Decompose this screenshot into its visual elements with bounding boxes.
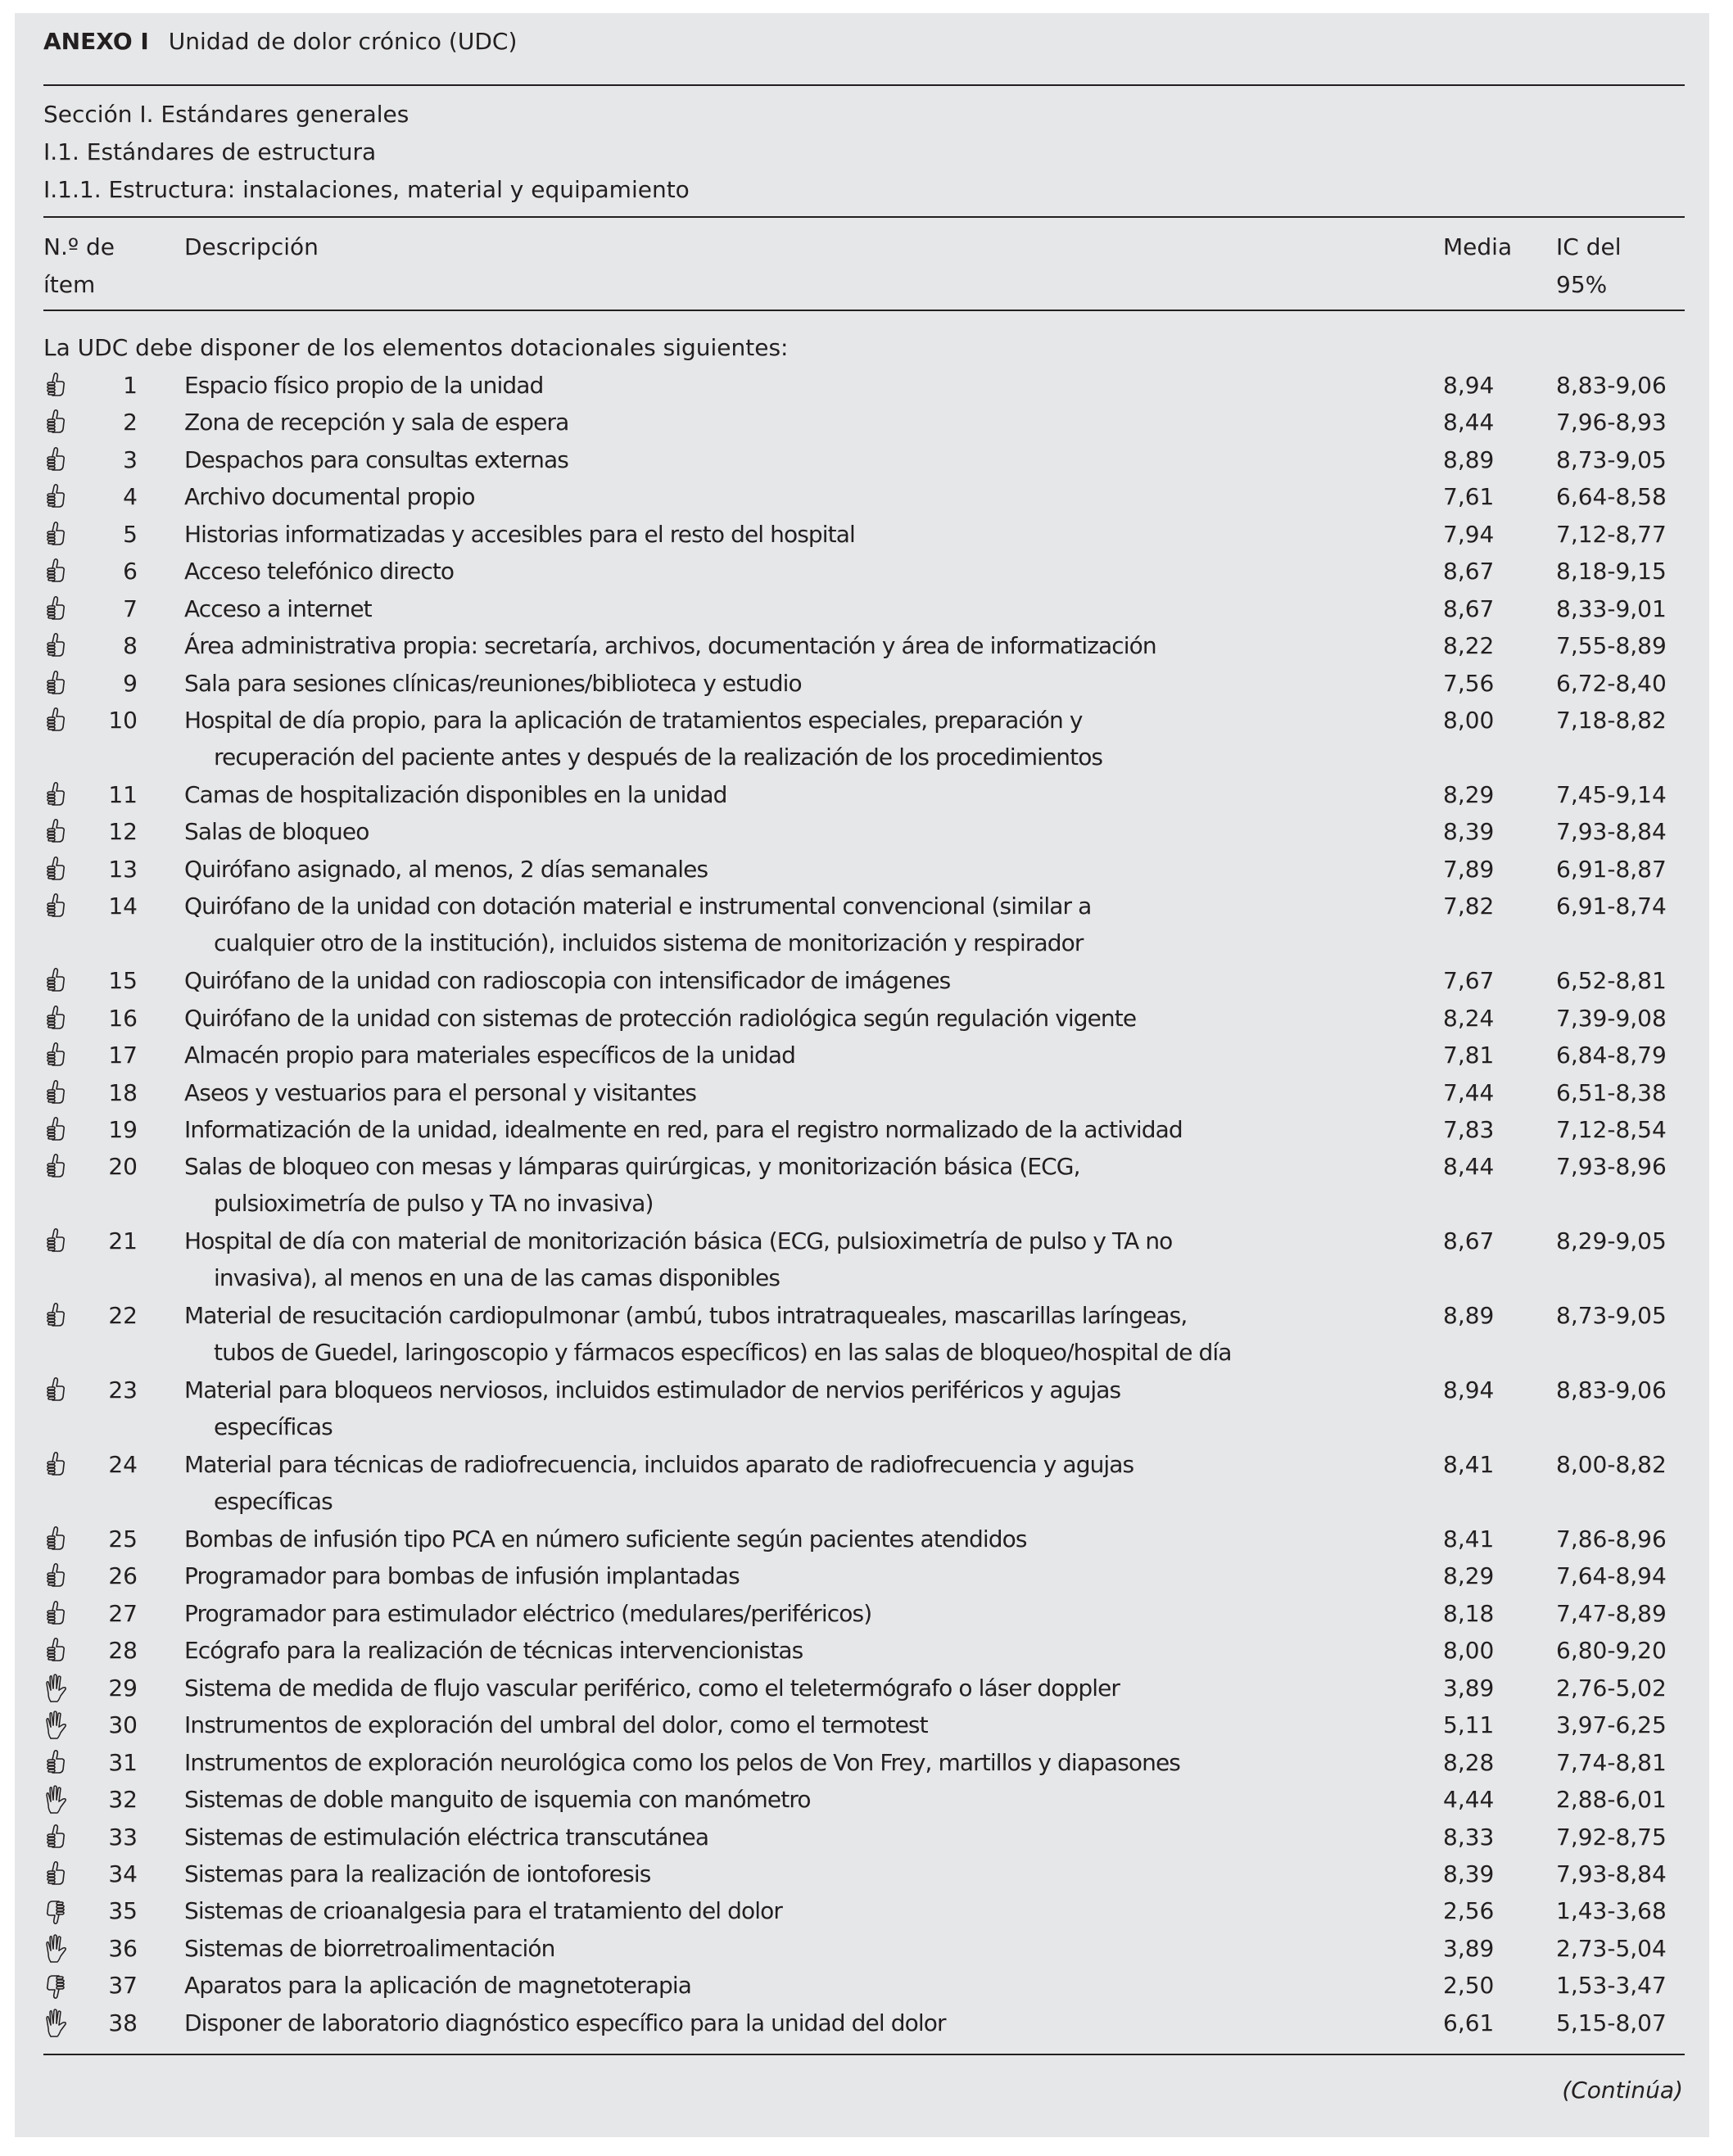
item-mean: 8,39 [1443,818,1495,846]
item-ci95: 7,93-8,84 [1556,818,1667,846]
item-mean: 2,50 [1443,1972,1495,2000]
item-mean: 8,29 [1443,1562,1495,1590]
item-mean: 4,44 [1443,1786,1495,1814]
item-ci95: 6,91-8,87 [1556,855,1667,883]
item-mean: 8,89 [1443,445,1495,473]
thumbs-up-icon [44,1078,67,1108]
item-ci95: 2,88-6,01 [1556,1786,1667,1814]
thumbs-up-icon [44,594,67,624]
item-ci95: 8,83-9,06 [1556,372,1667,399]
item-ci95: 8,00-8,82 [1556,1451,1667,1479]
item-description [184,478,475,515]
item-ci95: 7,96-8,93 [1556,409,1667,436]
item-mean: 6,61 [1443,2009,1495,2036]
item-ci95: 6,91-8,74 [1556,893,1667,920]
item-ci95: 3,97-6,25 [1556,1711,1667,1739]
item-number: 38 [108,2009,138,2036]
description-line: Quirófano de la unidad con sistemas de protección radiológica según regulación vigente [184,1004,1137,1032]
item-mean: 8,41 [1443,1451,1495,1479]
item-ci95: 8,29-9,05 [1556,1227,1667,1255]
item-mean: 8,67 [1443,594,1495,622]
description-line: Sala para sesiones clínicas/reuniones/biblioteca y estudio [184,669,802,697]
item-description [184,1781,811,1818]
thumbs-up-icon [44,631,67,661]
thumbs-up-icon [44,780,67,810]
item-number: 11 [108,780,138,808]
item-mean: 2,56 [1443,1897,1495,1925]
thumbs-up-icon [44,892,67,921]
description-line: Sistemas de estimulación eléctrica transcutánea [184,1823,709,1851]
item-number: 24 [108,1451,138,1479]
item-mean: 8,28 [1443,1748,1495,1776]
thumbs-up-icon [44,1562,67,1591]
description-line: Quirófano de la unidad con radioscopia con intensificador de imágenes [184,967,951,995]
item-description [184,1819,708,1855]
item-mean: 8,67 [1443,558,1495,585]
item-ci95: 7,93-8,84 [1556,1860,1667,1887]
item-number: 32 [108,1786,138,1814]
description-line: Ecógrafo para la realización de técnicas intervencionistas [184,1637,803,1665]
item-description [184,1706,928,1743]
item-number: 22 [108,1302,138,1330]
description-line: Sistema de medida de flujo vascular periférico, como el teletermógrafo o láser doppler [184,1674,1120,1702]
item-ci95: 7,12-8,54 [1556,1116,1667,1143]
item-number: 2 [123,409,138,436]
col-header-description: Descripción [184,233,319,260]
item-number: 33 [108,1823,138,1851]
description-continuation-line: tubos de Guedel, laringoscopio y fármacos específicos) en las salas de bloqueo/hospital de día [214,1339,1232,1367]
item-description [184,665,802,702]
item-mean: 8,24 [1443,1004,1495,1032]
item-number: 12 [108,818,138,846]
thumbs-up-icon [44,557,67,586]
annex-heading [43,23,517,60]
item-ci95: 6,51-8,38 [1556,1078,1667,1106]
item-mean: 8,94 [1443,1376,1495,1404]
item-mean: 3,89 [1443,1674,1495,1702]
thumbs-up-icon [44,1227,67,1256]
col-header-ci-line2: 95% [1556,271,1608,298]
col-header-ci-line1: IC del [1556,233,1622,260]
item-number: 34 [108,1860,138,1887]
item-mean: 8,39 [1443,1860,1495,1887]
description-line: Material para bloqueos nerviosos, incluidos estimulador de nervios periféricos y agujas [184,1376,1121,1404]
item-number: 20 [108,1153,138,1181]
description-line: Hospital de día con material de monitorización básica (ECG, pulsioximetría de pulso y TA no [184,1227,1173,1255]
description-line: Quirófano de la unidad con dotación material e instrumental convencional (similar a [184,893,1092,920]
item-ci95: 6,80-9,20 [1556,1637,1667,1665]
item-ci95: 6,84-8,79 [1556,1042,1667,1069]
item-mean: 8,00 [1443,1637,1495,1665]
description-line: Aparatos para la aplicación de magnetoterapia [184,1972,691,2000]
item-ci95: 2,73-5,04 [1556,1934,1667,1962]
item-description [184,1037,795,1073]
item-number: 21 [108,1227,138,1255]
description-line: Archivo documental propio [184,483,475,511]
open-hand-icon [44,2009,67,2038]
item-ci95: 2,76-5,02 [1556,1674,1667,1702]
item-mean: 7,56 [1443,669,1495,697]
thumbs-up-icon [44,1525,67,1554]
rule-sections [43,216,1685,218]
item-ci95: 7,86-8,96 [1556,1525,1667,1553]
description-line: Zona de recepción y sala de espera [184,409,569,436]
description-line: Aseos y vestuarios para el personal y visitantes [184,1078,697,1106]
item-description [184,702,1102,775]
item-ci95: 7,64-8,94 [1556,1562,1667,1590]
intro-text: La UDC debe disponer de los elementos dotacionales siguientes: [43,334,789,361]
item-description [184,516,855,553]
description-line: Acceso telefónico directo [184,558,455,585]
item-ci95: 7,74-8,81 [1556,1748,1667,1776]
description-line: Sistemas para la realización de iontoforesis [184,1860,651,1887]
description-line: Sistemas de crioanalgesia para el tratamiento del dolor [184,1897,782,1925]
item-ci95: 5,15-8,07 [1556,2009,1667,2036]
item-ci95: 8,73-9,05 [1556,445,1667,473]
item-ci95: 8,33-9,01 [1556,594,1667,622]
description-line: Informatización de la unidad, idealmente en red, para el registro normalizado de la actividad [184,1116,1183,1143]
item-description [184,1000,1136,1037]
item-number: 16 [108,1004,138,1032]
item-ci95: 7,18-8,82 [1556,707,1667,734]
item-number: 7 [123,594,138,622]
item-ci95: 1,53-3,47 [1556,1972,1667,2000]
item-mean: 8,29 [1443,780,1495,808]
description-line: Sistemas de biorretroalimentación [184,1934,555,1962]
col-header-mean: Media [1443,233,1513,260]
item-ci95: 7,92-8,75 [1556,1823,1667,1851]
thumbs-up-icon [44,855,67,884]
item-mean: 8,89 [1443,1302,1495,1330]
thumbs-up-icon [44,1823,67,1852]
item-mean: 8,33 [1443,1823,1495,1851]
item-mean: 7,89 [1443,855,1495,883]
item-description [184,1111,1183,1148]
item-description [184,1892,782,1929]
annex-label: ANEXO I [43,28,149,55]
item-mean: 7,81 [1443,1042,1495,1069]
item-ci95: 1,43-3,68 [1556,1897,1667,1925]
thumbs-up-icon [44,408,67,437]
item-number: 29 [108,1674,138,1702]
item-mean: 7,82 [1443,893,1495,920]
item-number: 9 [123,669,138,697]
description-line: Material para técnicas de radiofrecuencia, incluidos aparato de radiofrecuencia y agujas [184,1451,1134,1479]
item-description [184,1223,1172,1296]
item-mean: 8,67 [1443,1227,1495,1255]
item-description [184,2005,946,2041]
open-hand-icon [44,1785,67,1815]
open-hand-icon [44,1711,67,1740]
item-mean: 8,00 [1443,707,1495,734]
item-description [184,590,372,627]
item-description [184,813,369,850]
thumbs-up-icon [44,1860,67,1889]
item-number: 23 [108,1376,138,1404]
item-ci95: 7,12-8,77 [1556,520,1667,548]
item-number: 10 [108,707,138,734]
item-number: 27 [108,1599,138,1627]
description-line: Despachos para consultas externas [184,445,568,473]
description-line: Camas de hospitalización disponibles en la unidad [184,780,727,808]
description-line: Programador para bombas de infusión implantadas [184,1562,740,1590]
thumbs-up-icon [44,520,67,549]
item-mean: 7,61 [1443,483,1495,511]
item-number: 28 [108,1637,138,1665]
description-line: Sistemas de doble manguito de isquemia con manómetro [184,1786,811,1814]
item-ci95: 8,83-9,06 [1556,1376,1667,1404]
item-description [184,1297,1232,1371]
description-line: Historias informatizadas y accesibles para el resto del hospital [184,520,855,548]
item-mean: 3,89 [1443,1934,1495,1962]
item-number: 18 [108,1078,138,1106]
description-line: Salas de bloqueo con mesas y lámparas quirúrgicas, y monitorización básica (ECG, [184,1153,1080,1181]
item-number: 19 [108,1116,138,1143]
description-continuation-line: recuperación del paciente antes y después de la realización de los procedimientos [214,744,1103,771]
item-description [184,1855,650,1892]
item-description [184,404,568,441]
item-mean: 8,41 [1443,1525,1495,1553]
item-description [184,1930,554,1967]
item-ci95: 7,93-8,96 [1556,1153,1667,1181]
subsubsection-title: I.1.1. Estructura: instalaciones, material y equipamiento [43,176,690,203]
description-line: Bombas de infusión tipo PCA en número suficiente según pacientes atendidos [184,1525,1027,1553]
item-description [184,553,454,590]
section-title: Sección I. Estándares generales [43,101,409,128]
thumbs-up-icon [44,1152,67,1182]
item-number: 8 [123,632,138,660]
rule-header [43,310,1685,311]
thumbs-up-icon [44,1115,67,1145]
description-line: Instrumentos de exploración neurológica como los pelos de Von Frey, martillos y diapasones [184,1748,1180,1776]
thumbs-up-icon [44,669,67,698]
description-line: Material de resucitación cardiopulmonar (ambú, tubos intratraqueales, mascarillas laríngeas, [184,1302,1188,1330]
thumbs-up-icon [44,706,67,735]
thumbs-up-icon [44,1748,67,1778]
description-line: Programador para estimulador eléctrico (medulares/periféricos) [184,1599,872,1627]
thumbs-up-icon [44,966,67,996]
description-line: Disponer de laboratorio diagnóstico específico para la unidad del dolor [184,2009,946,2036]
thumbs-up-icon [44,1301,67,1331]
description-line: Almacén propio para materiales específicos de la unidad [184,1042,795,1069]
description-continuation-line: específicas [214,1488,333,1516]
description-line: Área administrativa propia: secretaría, archivos, documentación y área de informatización [184,632,1156,660]
item-number: 4 [123,483,138,511]
description-continuation-line: pulsioximetría de pulso y TA no invasiva) [214,1190,654,1218]
item-description [184,962,950,999]
item-number: 1 [123,372,138,399]
item-ci95: 7,45-9,14 [1556,780,1667,808]
thumbs-up-icon [44,1004,67,1033]
subsection-title: I.1. Estándares de estructura [43,138,377,165]
annex-title: Unidad de dolor crónico (UDC) [168,28,518,55]
item-description [184,1557,740,1594]
item-description [184,1967,691,2004]
item-ci95: 6,72-8,40 [1556,669,1667,697]
item-description [184,1670,1120,1706]
open-hand-icon [44,1934,67,1964]
item-ci95: 6,52-8,81 [1556,967,1667,995]
thumbs-up-icon [44,445,67,475]
description-continuation-line: específicas [214,1413,333,1441]
thumbs-up-icon [44,1450,67,1480]
item-description [184,851,708,888]
item-number: 6 [123,558,138,585]
item-number: 26 [108,1562,138,1590]
item-description [184,1521,1027,1557]
item-number: 5 [123,520,138,548]
item-number: 14 [108,893,138,920]
description-line: Hospital de día propio, para la aplicación de tratamientos especiales, preparación y [184,707,1083,734]
annex-table-panel [15,13,1709,2137]
item-description [184,1744,1180,1781]
description-line: Espacio físico propio de la unidad [184,372,544,399]
item-number: 30 [108,1711,138,1739]
item-ci95: 7,47-8,89 [1556,1599,1667,1627]
item-mean: 8,44 [1443,409,1495,436]
thumbs-down-icon [44,1896,67,1926]
item-number: 36 [108,1934,138,1962]
description-line: Acceso a internet [184,594,372,622]
thumbs-up-icon [44,1599,67,1629]
item-number: 3 [123,445,138,473]
continues-note: (Continúa) [1562,2077,1683,2104]
item-mean: 8,94 [1443,372,1495,399]
thumbs-up-icon [44,817,67,847]
item-mean: 7,67 [1443,967,1495,995]
col-header-item-line1: N.º de [43,233,115,260]
item-mean: 7,94 [1443,520,1495,548]
item-description [184,1595,871,1632]
item-number: 17 [108,1042,138,1069]
description-line: Instrumentos de exploración del umbral del dolor, como el termotest [184,1711,928,1739]
item-ci95: 7,39-9,08 [1556,1004,1667,1032]
description-continuation-line: cualquier otro de la institución), incluidos sistema de monitorización y respirador [214,929,1084,957]
item-description [184,888,1091,961]
item-description [184,441,568,478]
item-mean: 7,83 [1443,1116,1495,1143]
item-description [184,367,543,404]
open-hand-icon [44,1674,67,1703]
item-mean: 8,44 [1443,1153,1495,1181]
thumbs-down-icon [44,1971,67,2000]
thumbs-up-icon [44,1041,67,1070]
description-continuation-line: invasiva), al menos en una de las camas disponibles [214,1264,781,1292]
item-description [184,1372,1120,1445]
description-line: Quirófano asignado, al menos, 2 días semanales [184,855,708,883]
item-number: 15 [108,967,138,995]
thumbs-up-icon [44,1636,67,1666]
item-mean: 5,11 [1443,1711,1495,1739]
thumbs-up-icon [44,482,67,512]
item-ci95: 8,73-9,05 [1556,1302,1667,1330]
item-description [184,776,726,813]
item-ci95: 7,55-8,89 [1556,632,1667,660]
item-number: 37 [108,1972,138,2000]
item-mean: 7,44 [1443,1078,1495,1106]
thumbs-up-icon [44,371,67,400]
item-ci95: 8,18-9,15 [1556,558,1667,585]
col-header-item-line2: ítem [43,271,96,298]
item-description [184,1446,1133,1520]
item-number: 25 [108,1525,138,1553]
item-number: 31 [108,1748,138,1776]
item-description [184,1148,1080,1222]
item-description [184,1074,696,1111]
item-description [184,1632,803,1669]
description-line: Salas de bloqueo [184,818,369,846]
item-ci95: 6,64-8,58 [1556,483,1667,511]
item-number: 13 [108,855,138,883]
item-description [184,627,1156,664]
rule-top [43,84,1685,86]
item-number: 35 [108,1897,138,1925]
thumbs-up-icon [44,1376,67,1405]
item-mean: 8,22 [1443,632,1495,660]
item-mean: 8,18 [1443,1599,1495,1627]
rule-bottom [43,2054,1685,2055]
